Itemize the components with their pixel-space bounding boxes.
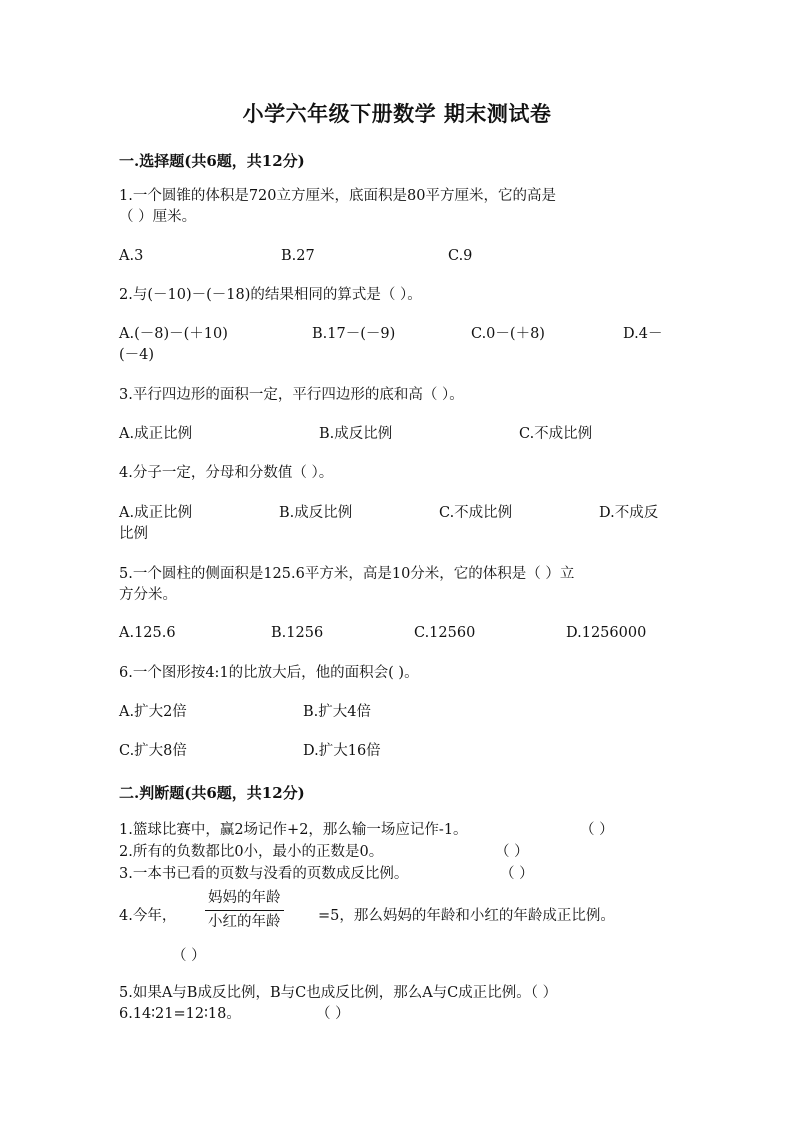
q3-option-b: B.成反比例 [319, 426, 393, 442]
page-title: 小学六年级下册数学 期末测试卷 [242, 101, 552, 126]
q4-option-b: B.成反比例 [279, 505, 353, 521]
j2-answer-blank: （ ） [495, 844, 529, 860]
j6-statement: 6.14∶21=12∶18。 [119, 1006, 241, 1022]
q2-stem: 2.与(－10)－(－18)的结果相同的算式是（ ）。 [119, 287, 422, 303]
q3-stem: 3.平行四边形的面积一定，平行四边形的底和高（ ）。 [119, 387, 464, 403]
q5-option-d: D.1256000 [566, 625, 647, 641]
j3-answer-blank: （ ） [500, 866, 534, 882]
q4-option-a: A.成正比例 [119, 505, 193, 521]
j4-suffix: =5，那么妈妈的年龄和小红的年龄成正比例。 [318, 908, 615, 924]
fraction-bar [205, 910, 284, 911]
q2-option-b: B.17－(－9) [312, 326, 396, 342]
j1-statement: 1.篮球比赛中，赢2场记作+2，那么输一场应记作-1。 [119, 822, 468, 838]
q1-stem-line2: （ ）厘米。 [119, 209, 197, 225]
q5-option-a: A.125.6 [119, 625, 176, 641]
q4-stem: 4.分子一定，分母和分数值（ ）。 [119, 465, 334, 481]
q2-option-c: C.0－(＋8) [471, 326, 545, 342]
j4-fraction-numerator: 妈妈的年龄 [208, 890, 281, 906]
q2-option-d-cont: (－4) [119, 347, 155, 363]
q4-option-d-cont: 比例 [119, 526, 148, 542]
q4-option-d: D.不成反 [599, 505, 659, 521]
q1-stem-line1: 1.一个圆锥的体积是720立方厘米，底面积是80平方厘米，它的高是 [119, 188, 556, 204]
q5-stem-line2: 方分米。 [119, 587, 177, 603]
q2-option-d: D.4－ [623, 326, 663, 342]
q3-option-c: C.不成比例 [519, 426, 593, 442]
j4-prefix: 4.今年， [119, 908, 177, 924]
q2-option-a: A.(－8)－(＋10) [119, 326, 228, 342]
q6-option-c: C.扩大8倍 [119, 743, 187, 759]
q1-option-a: A.3 [119, 248, 144, 264]
q5-option-c: C.12560 [414, 625, 476, 641]
q5-stem-line1: 5.一个圆柱的侧面积是125.6平方米，高是10分米，它的体积是（ ）立 [119, 566, 575, 582]
q6-option-a: A.扩大2倍 [119, 704, 187, 720]
section-heading-judgement: 二.判断题(共6题，共12分) [119, 784, 305, 802]
j4-fraction-denominator: 小红的年龄 [208, 914, 281, 930]
j1-answer-blank: （ ） [580, 822, 614, 838]
q4-option-c: C.不成比例 [439, 505, 513, 521]
j2-statement: 2.所有的负数都比0小，最小的正数是0。 [119, 844, 384, 860]
j5-statement: 5.如果A与B成反比例，B与C也成反比例，那么A与C成正比例。（ ） [119, 985, 558, 1001]
j6-answer-blank: （ ） [316, 1006, 350, 1022]
j4-fraction [205, 888, 284, 932]
q5-option-b: B.1256 [271, 625, 324, 641]
q6-stem: 6.一个图形按4:1的比放大后，他的面积会( )。 [119, 665, 419, 681]
q6-option-d: D.扩大16倍 [303, 743, 381, 759]
section-heading-choice: 一.选择题(共6题，共12分) [119, 152, 305, 170]
q3-option-a: A.成正比例 [119, 426, 193, 442]
q6-option-b: B.扩大4倍 [303, 704, 371, 720]
j3-statement: 3.一本书已看的页数与没看的页数成反比例。 [119, 866, 409, 882]
j4-answer-blank: （ ） [172, 948, 206, 964]
q1-option-c: C.9 [448, 248, 473, 264]
q1-option-b: B.27 [281, 248, 315, 264]
